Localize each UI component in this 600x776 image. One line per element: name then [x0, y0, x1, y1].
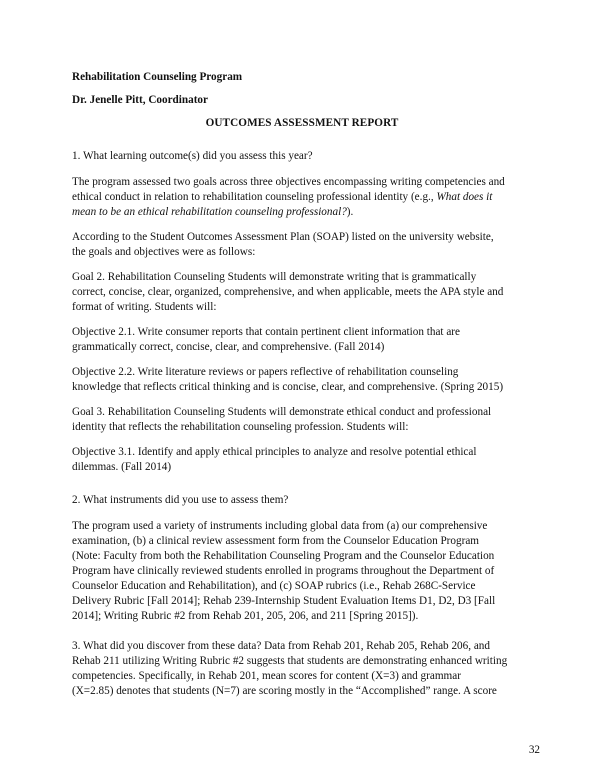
goal-2-paragraph — [72, 270, 532, 315]
q1-p2-line-1: According to the Student Outcomes Assessment Plan (SOAP) listed on the university website, — [72, 231, 494, 243]
q2-line-2: examination, (b) a clinical review assessment form from the Counselor Education Program — [72, 535, 479, 547]
q3-line-1: 3. What did you discover from these data? Data from Rehab 201, Rehab 205, Rehab 206, and — [72, 640, 490, 652]
objective-2-2-line-1: Objective 2.2. Write literature reviews or papers reflective of rehabilitation counseling — [72, 366, 459, 378]
q2-line-7: 2014]; Writing Rubric #2 from Rehab 201, 205, 206, and 211 [Spring 2015]). — [72, 610, 419, 622]
goal-3-line-1: Goal 3. Rehabilitation Counseling Students will demonstrate ethical conduct and professional — [72, 406, 492, 418]
question-2: 2. What instruments did you use to assess them? — [72, 494, 289, 506]
objective-2-2-paragraph — [72, 365, 532, 395]
q2-line-4: Program have clinically reviewed students enrolled in programs throughout the Department of — [72, 565, 495, 577]
coordinator-name: Dr. Jenelle Pitt, Coordinator — [72, 94, 208, 106]
q1-p1-italic-1: What does it — [436, 191, 493, 203]
q2-line-3: (Note: Faculty from both the Rehabilitation Counseling Program and the Counselor Education — [72, 550, 495, 562]
q2-paragraph — [72, 519, 532, 624]
objective-2-1-paragraph — [72, 325, 532, 355]
q2-line-5: Counselor Education and Rehabilitation), and (c) SOAP rubrics (i.e., Rehab 268C-Service — [72, 580, 476, 592]
objective-2-1-line-1: Objective 2.1. Write consumer reports that contain pertinent client information that are — [72, 326, 460, 338]
q3-line-4: (X=2.85) denotes that students (N=7) are scoring mostly in the “Accomplished” range. A score — [72, 685, 497, 697]
goal-2-line-3: format of writing. Students will: — [72, 301, 217, 313]
goal-3-line-2: identity that reflects the rehabilitation counseling profession. Students will: — [72, 421, 409, 433]
q1-p1-line-2: ethical conduct in relation to rehabilitation counseling professional identity (e.g., — [72, 191, 437, 203]
goal-2-line-1: Goal 2. Rehabilitation Counseling Students will demonstrate writing that is grammatically — [72, 271, 477, 283]
objective-2-2-line-2: knowledge that reflects critical thinking and is concise, clear, and comprehensive. (Spring 2015) — [72, 381, 504, 393]
q3-paragraph — [72, 639, 532, 699]
goal-3-paragraph — [72, 405, 532, 435]
program-name: Rehabilitation Counseling Program — [72, 71, 243, 83]
q3-line-3: competencies. Specifically, in Rehab 201, mean scores for content (X=3) and grammar — [72, 670, 461, 682]
q2-line-6: Delivery Rubric [Fall 2014]; Rehab 239-Internship Student Evaluation Items D1, D2, D3 [Fall — [72, 595, 496, 607]
q2-line-1: The program used a variety of instruments including global data from (a) our comprehensive — [72, 520, 488, 532]
objective-3-1-paragraph — [72, 445, 532, 475]
q1-p2-line-2: the goals and objectives were as follows: — [72, 246, 256, 258]
objective-3-1-line-2: dilemmas. (Fall 2014) — [72, 461, 172, 473]
page-number: 32 — [528, 744, 540, 756]
q1-p1-italic-2: mean to be an ethical rehabilitation counseling professional? — [72, 206, 347, 218]
document-body — [72, 70, 532, 699]
report-title: OUTCOMES ASSESSMENT REPORT — [205, 117, 399, 129]
question-1: 1. What learning outcome(s) did you assess this year? — [72, 150, 313, 162]
q3-line-2: Rehab 211 utilizing Writing Rubric #2 suggests that students are demonstrating enhanced writing — [72, 655, 508, 667]
q1-p1-line-1: The program assessed two goals across three objectives encompassing writing competencies and — [72, 176, 505, 188]
objective-2-1-line-2: grammatically correct, concise, clear, and comprehensive. (Fall 2014) — [72, 341, 385, 353]
q1-paragraph-1 — [72, 175, 532, 220]
goal-2-line-2: correct, concise, clear, organized, comprehensive, and when applicable, meets the APA style and — [72, 286, 504, 298]
objective-3-1-line-1: Objective 3.1. Identify and apply ethical principles to analyze and resolve potential ethical — [72, 446, 477, 458]
q1-p1-end: ). — [346, 206, 354, 218]
q1-paragraph-2 — [72, 230, 532, 260]
